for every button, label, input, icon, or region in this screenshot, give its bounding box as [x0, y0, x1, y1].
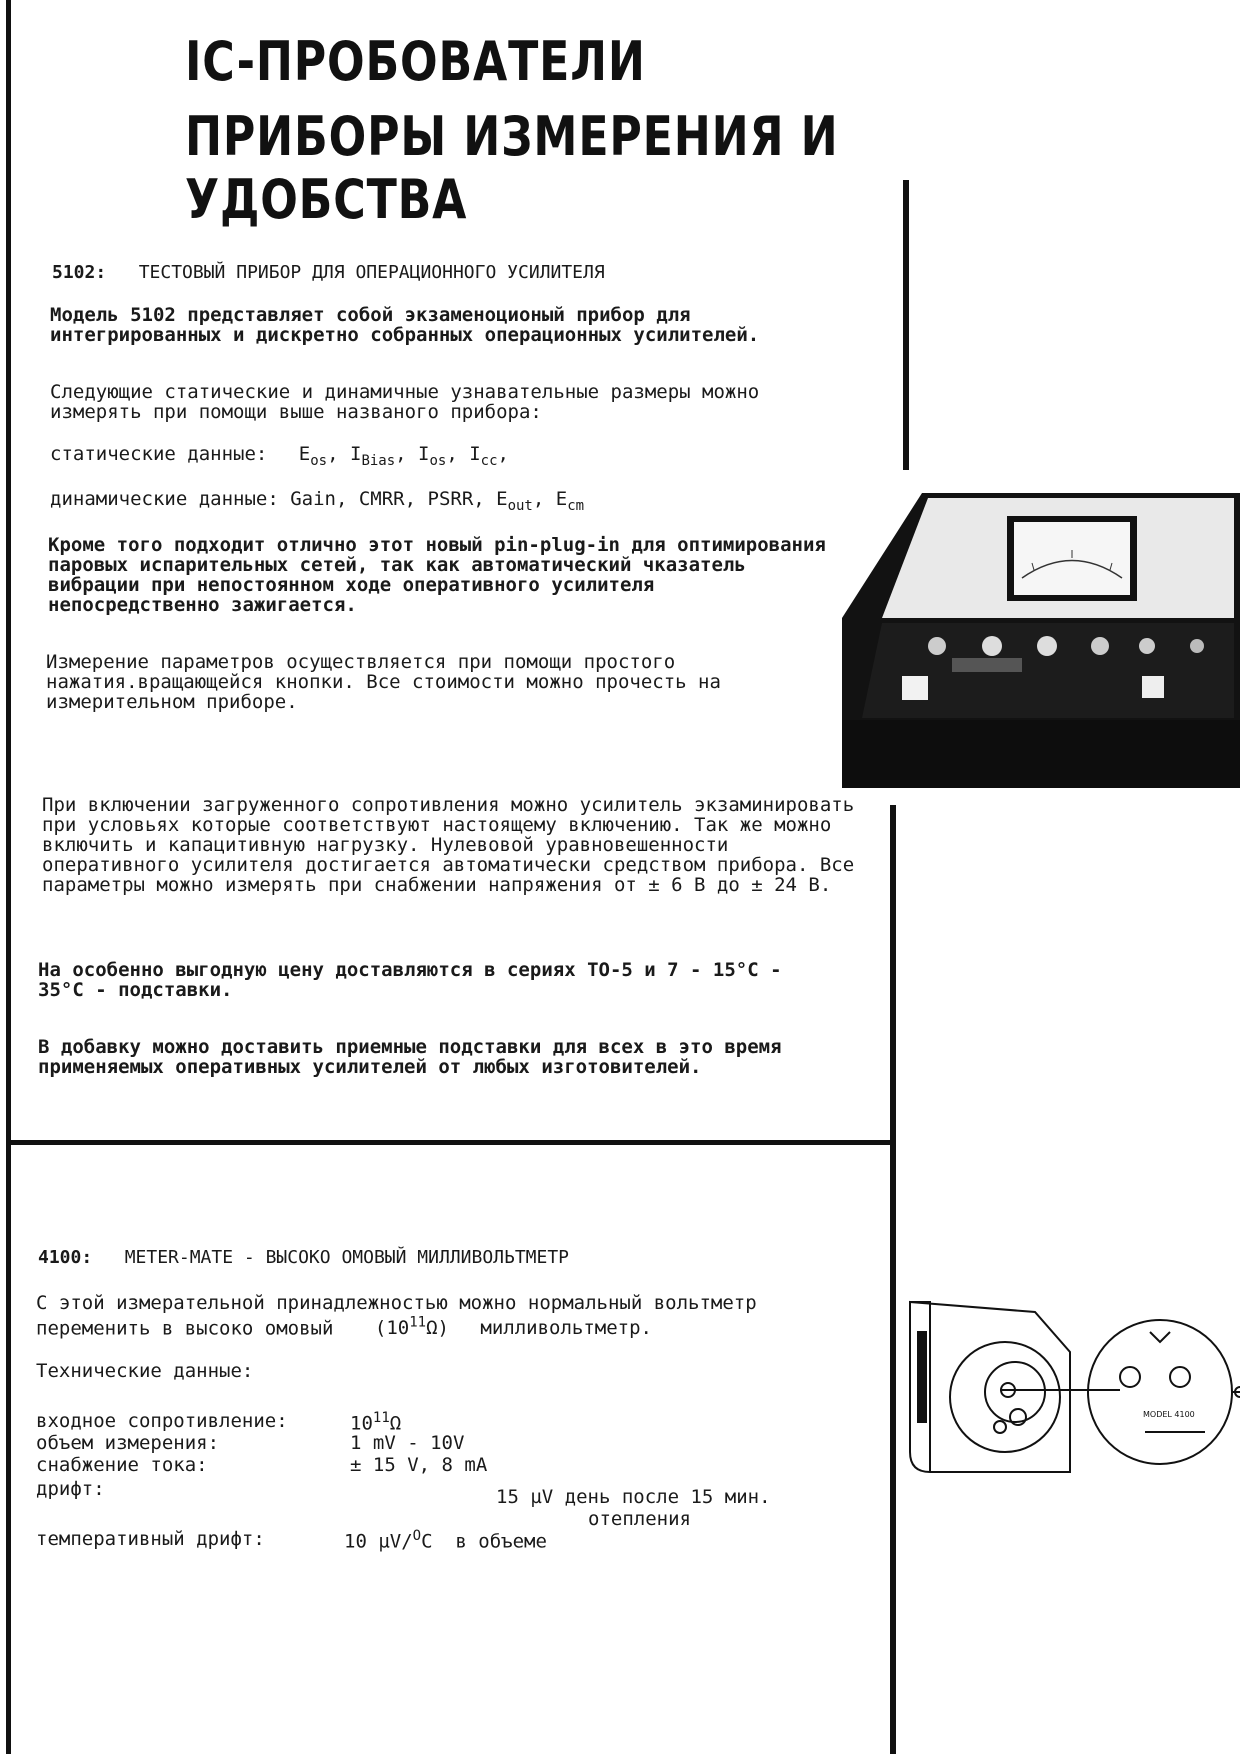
spec-power: [36, 1454, 636, 1476]
static-data-row: [50, 443, 509, 469]
spec-range: [36, 1432, 636, 1454]
section1-load: При включении загруженного сопротивления можно усилитель экзаминировать при условьях которые соответствуют настоящему включению. Так же можно включить и капацитивную нагрузку. Нулевовой уравновешенности оперативного усилителя достигается автоматически средством прибора. Все параметры можно измерять при снабжении напряжения от ± 6 В до ± 24 В.: [42, 794, 855, 896]
device-4100-drawing: [900, 1292, 1240, 1492]
section2-intro: С этой измерательной принадлежностью можно нормальный вольтметр переменить в высоко омовый $(10^{11}\Omega)$ милливольтметр.: [36, 1292, 757, 1340]
spec-label: дрифт:: [36, 1478, 105, 1500]
section1-title: ТЕСТОВЫЙ ПРИБОР ДЛЯ ОПЕРАЦИОННОГО УСИЛИТЕЛЯ: [138, 262, 605, 283]
spec-value: отепления: [588, 1508, 691, 1530]
spec-drift-cont: [588, 1508, 691, 1530]
spec-input-resistance: входное сопротивление: $10^{11}\Omega$: [36, 1410, 402, 1435]
section1-intro: Модель 5102 представляет собой экзаменоционый прибор для интегрированных и дискретно собранных операционных усилителей.: [50, 304, 760, 346]
model-number-4100: 4100:: [38, 1247, 93, 1268]
section1-sockets: В добавку можно доставить приемные подставки для всех в это время применяемых оперативных усилителей от любых изготовителей.: [38, 1036, 782, 1078]
static-data-label: статические данные:: [50, 443, 268, 465]
section2-heading: [38, 1247, 569, 1268]
device-model-label: MODEL 4100: [1143, 1410, 1195, 1419]
right-divider-bottom: [890, 805, 896, 1754]
device-5102-photo: [842, 488, 1240, 788]
spec-value: 1 mV - 10V: [350, 1432, 465, 1454]
spec-label: температивный дрифт:: [36, 1528, 265, 1550]
spec-label: входное сопротивление:: [36, 1410, 288, 1432]
left-border-line: [6, 0, 11, 1754]
section1-pinplug: Кроме того подходит отлично этот новый pin-plug-in для оптимирования паровых испарительных сетей, так как автоматический чказатель вибрации при непостоянном ходе оперативного усилителя непосредственно зажигается.: [48, 534, 826, 616]
spec-label: объем измерения:: [36, 1432, 220, 1454]
model-number: 5102:: [52, 262, 107, 283]
spec-temp-drift: температивный дрифт: 10 µV/$^O$C в объеме: [36, 1528, 547, 1553]
section2-intro-end: милливольтметр.: [480, 1317, 652, 1340]
right-divider-top: [903, 180, 909, 470]
section1-measurement: Измерение параметров осуществляется при помощи простого нажатия.вращающейся кнопки. Все стоимости можно прочесть на измерительном приборе.: [46, 651, 721, 713]
section1-measurable: Следующие статические и динамичные узнавательные размеры можно измерять при помощи выше названого прибора:: [50, 381, 760, 423]
page-title-line2: ПРИБОРЫ ИЗМЕРЕНИЯ И УДОБСТВА: [185, 105, 839, 231]
section1-heading: [52, 262, 605, 283]
static-data-values: $E_{os}$, $I_{Bias}$, $I_{os}$, $I_{cc}$,: [298, 443, 509, 469]
spec-drift: [36, 1478, 836, 1508]
section2-intro-text: С этой измерательной принадлежностью можно нормальный вольтметр переменить в высоко омовый: [36, 1292, 757, 1340]
section-divider: [6, 1140, 894, 1145]
page-title-line1: IC-ПРОБОВАТЕЛИ: [185, 30, 646, 93]
dynamic-data-row: [50, 488, 584, 514]
dynamic-data-label: динамические данные:: [50, 488, 279, 510]
spec-label: снабжение тока:: [36, 1454, 208, 1476]
section2-title: METER-MATE - ВЫСОКО ОМОВЫЙ МИЛЛИВОЛЬТМЕТР: [124, 1247, 570, 1268]
spec-value: ± 15 V, 8 mA: [350, 1454, 488, 1476]
tech-data-heading: Технические данные:: [36, 1360, 254, 1382]
dynamic-data-values: Gain, CMRR, PSRR, $E_{out}$, $E_{cm}$: [290, 488, 585, 514]
section1-price: На особенно выгодную цену доставляются в сериях ТО-5 и 7 - 15°C - 35°C - подставки.: [38, 959, 782, 1001]
spec-value: 15 µV день после 15 мин.: [496, 1486, 771, 1508]
